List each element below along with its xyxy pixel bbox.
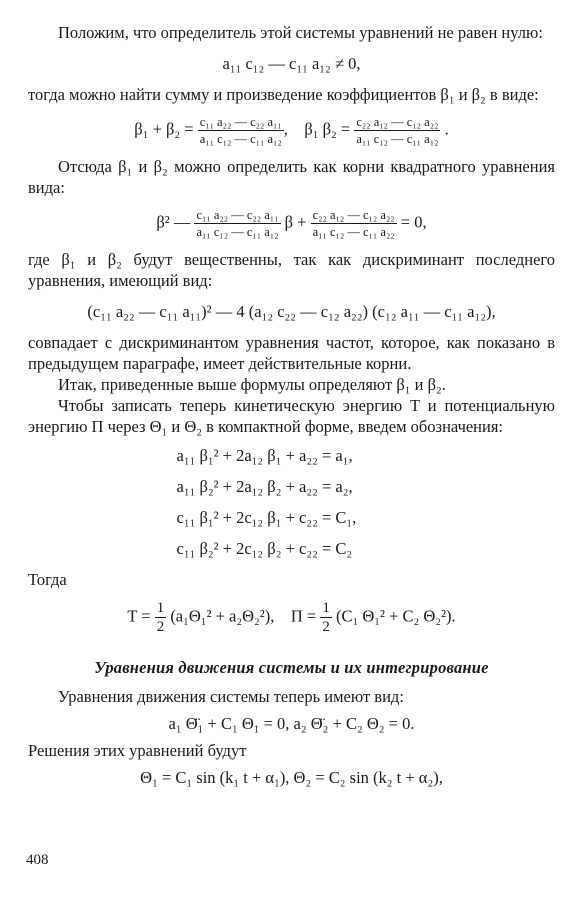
notation-line-4: c₁₁ β₂² + 2c₁₂ β₂ + c₂₂ = C₂ [176,539,353,558]
eq3-mid: β + [284,212,307,232]
notation-system [177,445,407,559]
eq2-num2: c₂₂ a₁₂ — c₁₂ a₂₂ [356,115,439,129]
eq5-half1-num: 1 [156,600,165,616]
paragraph-4: где β₁ и β₂ будут вещественны, так как дискриминант последнего уравнения, имеющий вид: [28,250,555,290]
equation-sum-product [28,115,555,146]
eq2-end: . [444,119,449,139]
equation-solution: Θ₁ = C₁ sin (k₁ t + α₁), Θ₂ = C₂ sin (k₂ t + α₂), [140,768,443,787]
eq5-t-rest: (a₁Θ₁² + a₂Θ₂²), [170,606,275,626]
eq2-fraction-1 [198,115,284,146]
eq2-den2: a₁₁ c₁₂ — c₁₁ a₁₂ [356,132,439,146]
eq5-pi: П = [290,606,317,626]
eq3-lhs: β² — [156,212,191,232]
paragraph-3: Отсюда β₁ и β₂ можно определить как корни квадратного уравнения вида: [28,157,555,197]
eq2-num1: c₁₁ a₂₂ — c₂₂ a₁₁ [199,115,282,129]
notation-line-2: a₁₁ β₂² + 2a₁₂ β₂ + a₂₂ = a₂, [176,477,353,496]
page-number: 408 [26,852,49,868]
equation-determinant: a₁₁ c₁₂ — c₁₁ a₁₂ ≠ 0, [222,54,361,73]
paragraph-7: Чтобы записать теперь кинетическую энергию T и потенциальную энергию П через Θ₁ и Θ₂ в компактной форме, введем обозначения: [28,396,555,436]
eq2-sep: , [283,119,288,139]
eq5-half-1 [155,600,167,635]
paragraph-8: Тогда [28,570,67,589]
paragraph-6: Итак, приведенные выше формулы определяют β₁ и β₂. [58,375,446,394]
eq5-t: T = [127,606,151,626]
eq5-half1-den: 2 [156,619,165,635]
notation-line-3: c₁₁ β₁² + 2c₁₂ β₁ + c₂₂ = C₁, [176,508,357,527]
paragraph-1: Положим, что определитель этой системы уравнений не равен нулю: [58,23,543,42]
eq2-lhs1: β₁ + β₂ = [134,119,194,139]
eq3-num2: c₂₂ a₁₂ — c₁₂ a₂₂ [312,208,395,222]
paragraph-5: совпадает с дискриминантом уравнения частот, которое, как показано в предыдущем параграфе, имеет действительные корни. [28,333,555,373]
equation-energy [28,600,555,635]
eq3-num1: c₁₁ a₂₂ — c₂₂ a₁₁ [196,208,279,222]
eq5-half-2 [320,600,332,635]
eq2-fraction-2 [354,115,440,146]
equation-discriminant: (c₁₁ a₂₂ — c₁₁ a₁₁)² — 4 (a₁₂ c₂₂ — c₁₂ a₂₂) (c₁₂ a₁₁ — c₁₁ a₁₂), [87,302,496,321]
eq3-fraction-2 [311,208,397,239]
eq3-den1: a₁₁ c₁₂ — c₁₁ a₁₂ [196,225,279,239]
paragraph-2: тогда можно найти сумму и произведение коэффициентов β₁ и β₂ в виде: [28,85,539,104]
paragraph-9: Уравнения движения системы теперь имеют вид: [58,687,404,706]
eq3-den2: a₁₁ c₁₂ — c₁₁ a₂₂ [312,225,395,239]
section-heading: Уравнения движения системы и их интегрирование [94,658,489,677]
eq2-lhs2: β₁ β₂ = [304,119,351,139]
eq3-end: = 0, [400,212,427,232]
eq5-pi-rest: (C₁ Θ₁² + C₂ Θ₂²). [335,606,456,626]
equation-motion: a₁ Θ̈₁ + C₁ Θ₁ = 0, a₂ Θ̈₂ + C₂ Θ₂ = 0. [168,714,415,733]
notation-line-1: a₁₁ β₁² + 2a₁₂ β₁ + a₂₂ = a₁, [176,446,353,465]
eq5-half2-num: 1 [322,600,330,616]
equation-quadratic [28,208,555,239]
page-body [28,22,555,794]
eq2-den1: a₁₁ c₁₂ — c₁₁ a₁₂ [199,132,282,146]
eq5-half2-den: 2 [322,619,330,635]
paragraph-10: Решения этих уравнений будут [28,741,247,760]
eq3-fraction-1 [194,208,280,239]
